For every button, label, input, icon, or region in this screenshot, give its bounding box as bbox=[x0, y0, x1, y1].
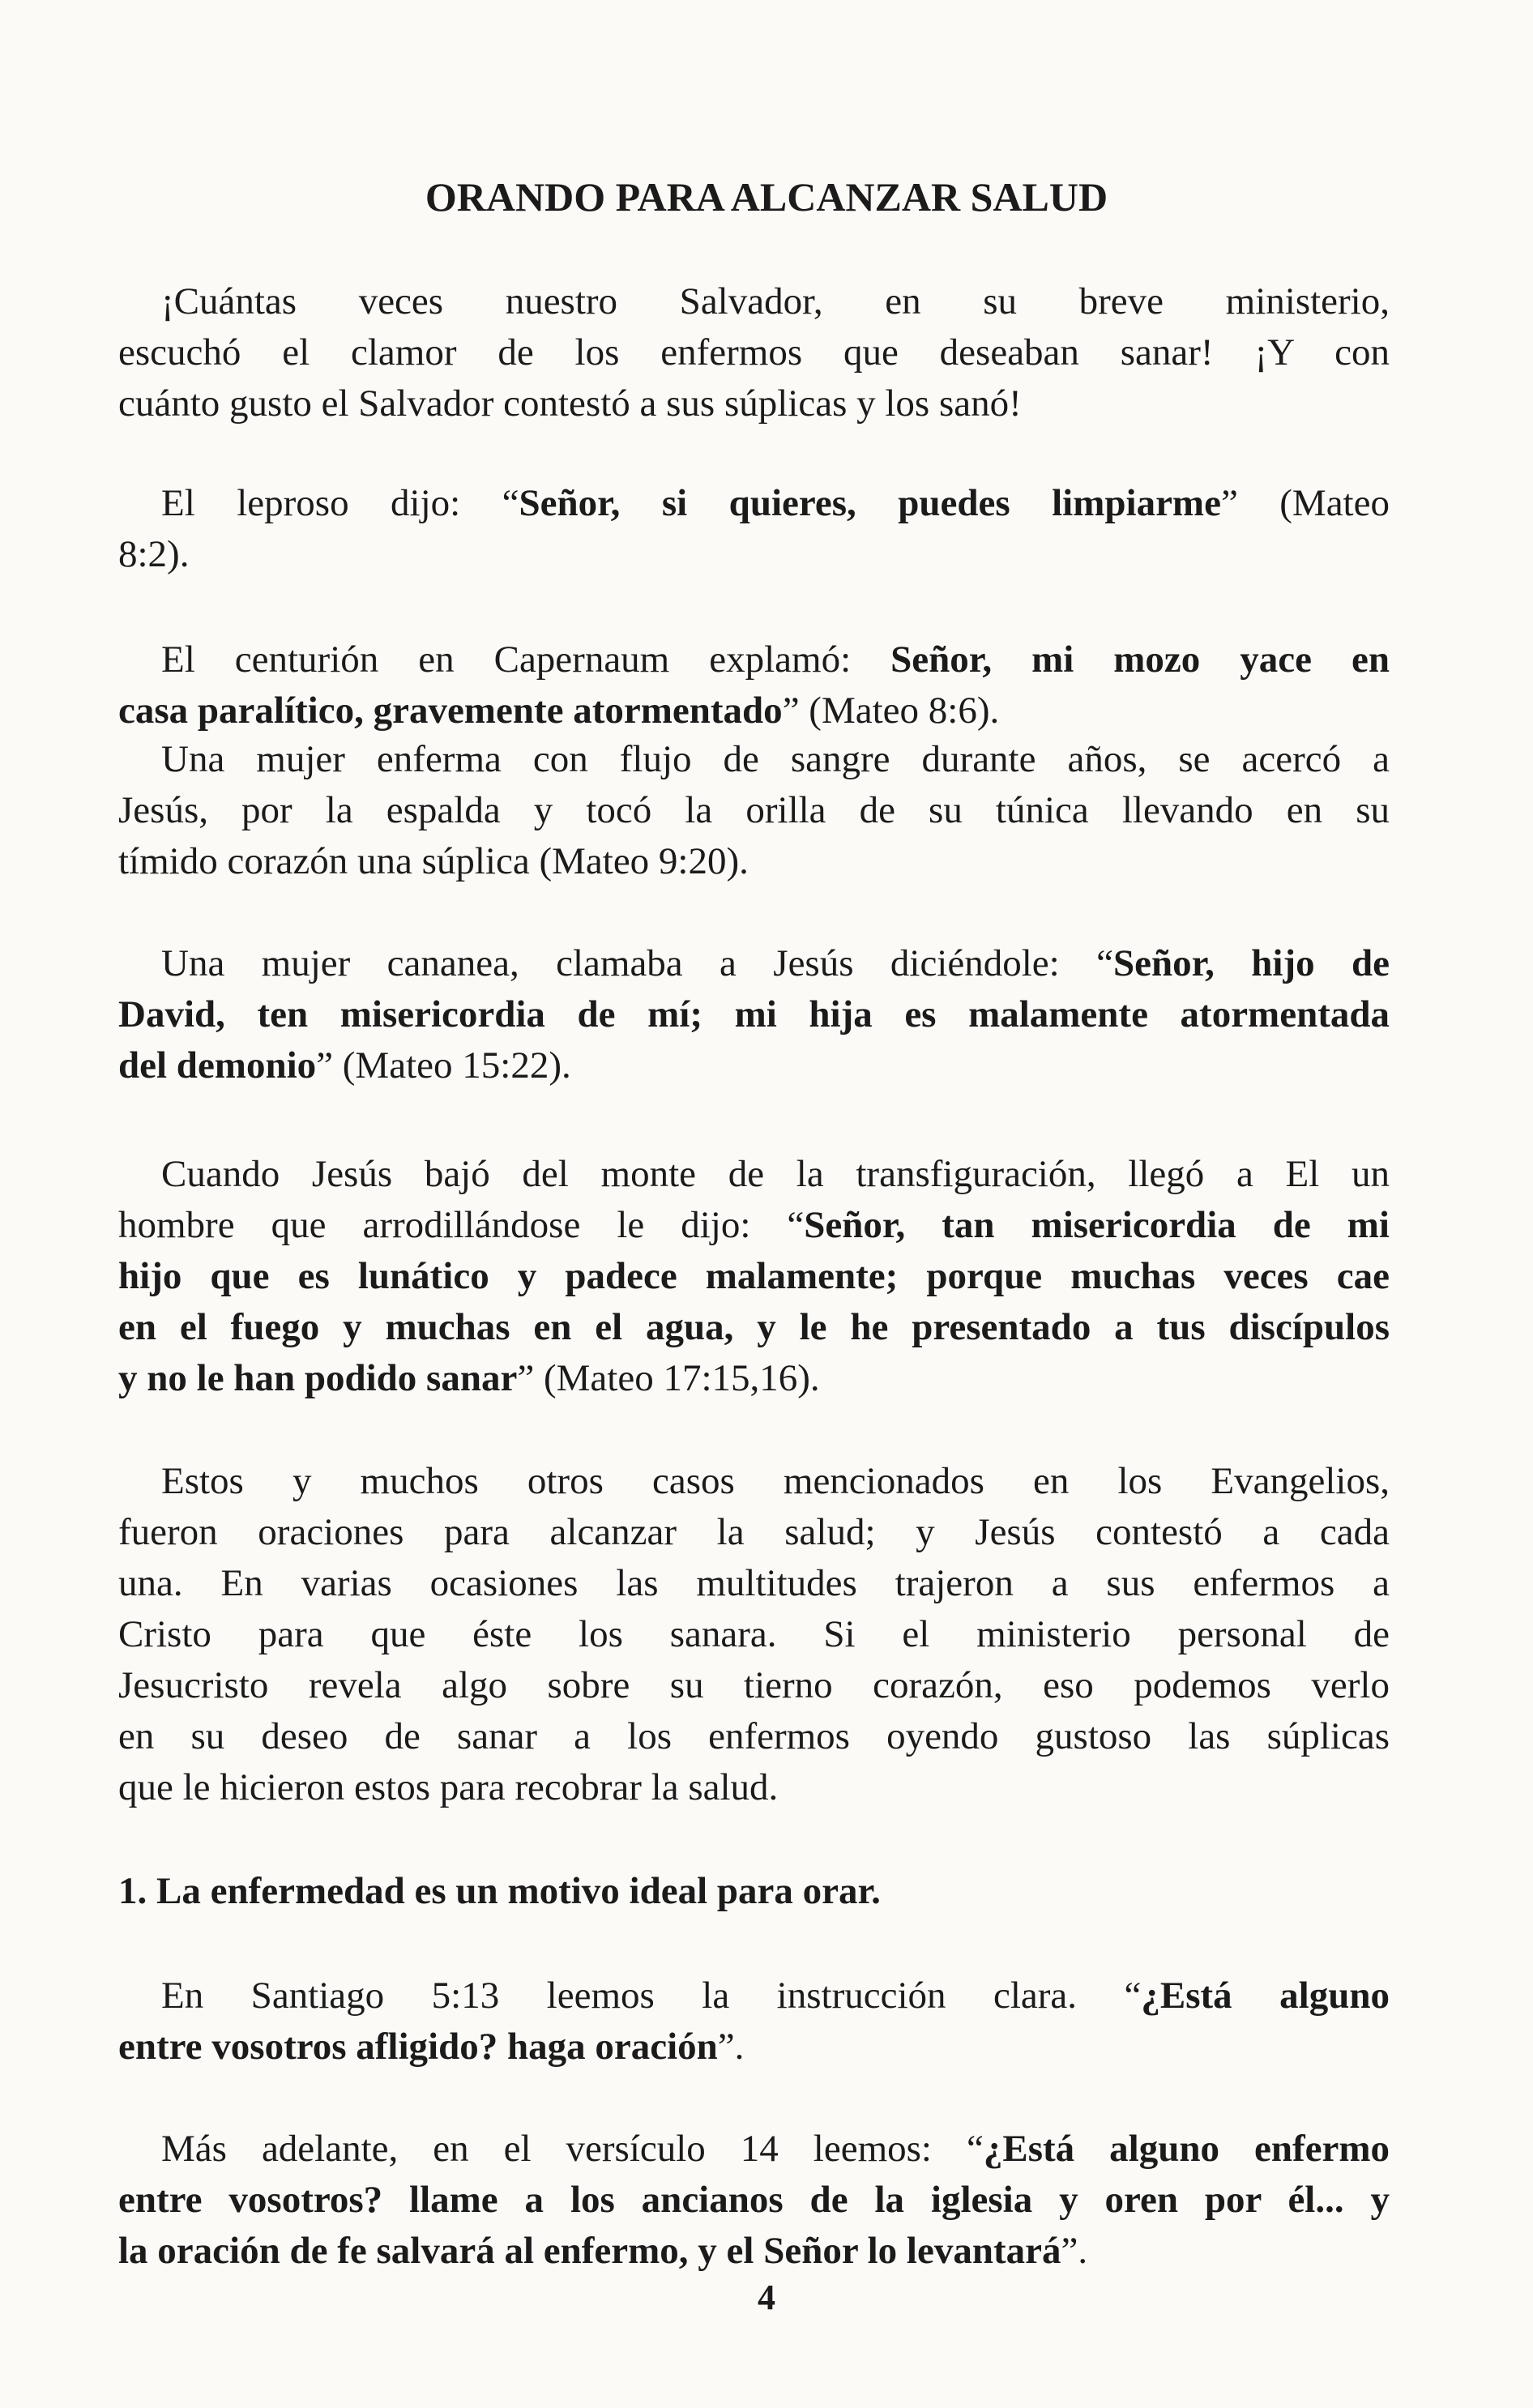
text-segment: ”. bbox=[1061, 2230, 1088, 2272]
text-segment: Estos y muchos otros casos mencionados en los Evangelios, bbox=[161, 1460, 1390, 1502]
bold-quote: y no le han podido sanar bbox=[118, 1357, 518, 1399]
text-line bbox=[118, 276, 1390, 327]
text-line bbox=[118, 2124, 1390, 2175]
text-segment: ¡Cuántas veces nuestro Salvador, en su breve ministerio, bbox=[161, 280, 1390, 322]
bold-quote: hijo que es lunático y padece malamente; porque muchas veces cae bbox=[118, 1255, 1390, 1297]
text-line bbox=[118, 1970, 1390, 2022]
text-segment: fueron oraciones para alcanzar la salud; y Jesús contestó a cada bbox=[118, 1511, 1390, 1553]
paragraph bbox=[118, 1149, 1390, 1404]
bold-quote: entre vosotros? llame a los ancianos de la iglesia y oren por él... y bbox=[118, 2179, 1390, 2221]
bold-quote: casa paralítico, gravemente atormentado bbox=[118, 690, 783, 732]
text-line bbox=[118, 2175, 1390, 2226]
text-line bbox=[118, 836, 1390, 887]
text-segment: ” (Mateo bbox=[1220, 482, 1390, 524]
text-line bbox=[118, 2226, 1390, 2277]
bold-quote: entre vosotros afligido? haga oración bbox=[118, 2026, 718, 2068]
text-line bbox=[118, 2022, 1390, 2073]
text-line bbox=[118, 938, 1390, 989]
text-segment: ”. bbox=[717, 2026, 745, 2068]
paragraph bbox=[118, 1456, 1390, 1813]
paragraph bbox=[118, 634, 1390, 736]
text-line bbox=[118, 1200, 1390, 1251]
paragraph bbox=[118, 1970, 1390, 2073]
bold-quote: ¿Está alguno enfermo bbox=[983, 2128, 1390, 2170]
text-segment: que le hicieron estos para recobrar la salud. bbox=[118, 1766, 779, 1808]
bold-quote: Señor, mi mozo yace en bbox=[890, 638, 1390, 681]
page-number: 4 bbox=[758, 2278, 775, 2317]
bold-quote: ¿Está alguno bbox=[1141, 1975, 1390, 2017]
bold-quote: 1. La enfermedad es un motivo ideal para orar. bbox=[118, 1870, 881, 1912]
paragraph bbox=[118, 478, 1390, 580]
text-segment: Jesucristo revela algo sobre su tierno corazón, eso podemos verlo bbox=[118, 1664, 1390, 1706]
text-line bbox=[118, 1660, 1390, 1711]
text-line bbox=[118, 1866, 1390, 1917]
text-segment: tímido corazón una súplica (Mateo 9:20). bbox=[118, 840, 749, 882]
paragraph bbox=[118, 2124, 1390, 2277]
text-segment: hombre que arrodillándose le dijo: “ bbox=[118, 1204, 805, 1246]
text-segment: El centurión en Capernaum explamó: bbox=[161, 638, 891, 681]
text-line bbox=[118, 1609, 1390, 1660]
text-line bbox=[118, 478, 1390, 529]
paragraph bbox=[118, 276, 1390, 429]
text-segment: cuánto gusto el Salvador contestó a sus súplicas y los sanó! bbox=[118, 382, 1022, 425]
text-line bbox=[118, 1762, 1390, 1813]
text-line bbox=[118, 734, 1390, 785]
text-line bbox=[118, 1558, 1390, 1609]
text-line bbox=[118, 1040, 1390, 1091]
text-segment: Una mujer enferma con flujo de sangre durante años, se acercó a bbox=[161, 738, 1390, 780]
text-line bbox=[118, 1711, 1390, 1762]
bold-quote: Señor, tan misericordia de mi bbox=[804, 1204, 1390, 1246]
text-line bbox=[118, 1149, 1390, 1200]
text-segment: Cuando Jesús bajó del monte de la transfiguración, llegó a El un bbox=[161, 1153, 1390, 1195]
text-segment: una. En varias ocasiones las multitudes trajeron a sus enfermos a bbox=[118, 1562, 1390, 1604]
bold-quote: la oración de fe salvará al enfermo, y el Señor lo levantará bbox=[118, 2230, 1061, 2272]
text-line bbox=[118, 634, 1390, 685]
text-line bbox=[118, 785, 1390, 836]
page-title: ORANDO PARA ALCANZAR SALUD bbox=[425, 174, 1108, 220]
text-line bbox=[118, 685, 1390, 736]
text-line bbox=[118, 327, 1390, 378]
text-segment: Jesús, por la espalda y tocó la orilla de su túnica llevando en su bbox=[118, 789, 1390, 831]
text-segment: ” (Mateo 17:15,16). bbox=[517, 1357, 820, 1399]
text-line bbox=[118, 989, 1390, 1040]
paragraph bbox=[118, 938, 1390, 1091]
text-line bbox=[118, 1353, 1390, 1404]
text-line bbox=[118, 529, 1390, 580]
text-segment: El leproso dijo: “ bbox=[161, 482, 519, 524]
bold-quote: Señor, hijo de bbox=[1112, 942, 1390, 984]
text-line bbox=[118, 1456, 1390, 1507]
bold-quote: en el fuego y muchas en el agua, y le he presentado a tus discípulos bbox=[118, 1306, 1390, 1348]
text-segment: en su deseo de sanar a los enfermos oyendo gustoso las súplicas bbox=[118, 1715, 1390, 1757]
text-segment: ” (Mateo 8:6). bbox=[782, 690, 1000, 732]
bold-quote: del demonio bbox=[118, 1044, 317, 1087]
text-line bbox=[118, 1251, 1390, 1302]
text-segment: ” (Mateo 15:22). bbox=[316, 1044, 571, 1087]
text-segment: Una mujer cananea, clamaba a Jesús diciéndole: “ bbox=[161, 942, 1113, 984]
section-heading bbox=[118, 1866, 1390, 1917]
text-segment: Más adelante, en el versículo 14 leemos: “ bbox=[161, 2128, 984, 2170]
bold-quote: Señor, si quieres, puedes limpiarme bbox=[519, 482, 1221, 524]
text-line bbox=[118, 1507, 1390, 1558]
text-line bbox=[118, 1302, 1390, 1353]
text-segment: escuchó el clamor de los enfermos que deseaban sanar! ¡Y con bbox=[118, 331, 1390, 374]
text-line bbox=[118, 378, 1390, 429]
text-segment: 8:2). bbox=[118, 533, 190, 575]
paragraph bbox=[118, 734, 1390, 887]
text-segment: Cristo para que éste los sanara. Si el ministerio personal de bbox=[118, 1613, 1390, 1655]
bold-quote: David, ten misericordia de mí; mi hija es malamente atormentada bbox=[118, 993, 1390, 1035]
text-segment: En Santiago 5:13 leemos la instrucción clara. “ bbox=[161, 1975, 1142, 2017]
